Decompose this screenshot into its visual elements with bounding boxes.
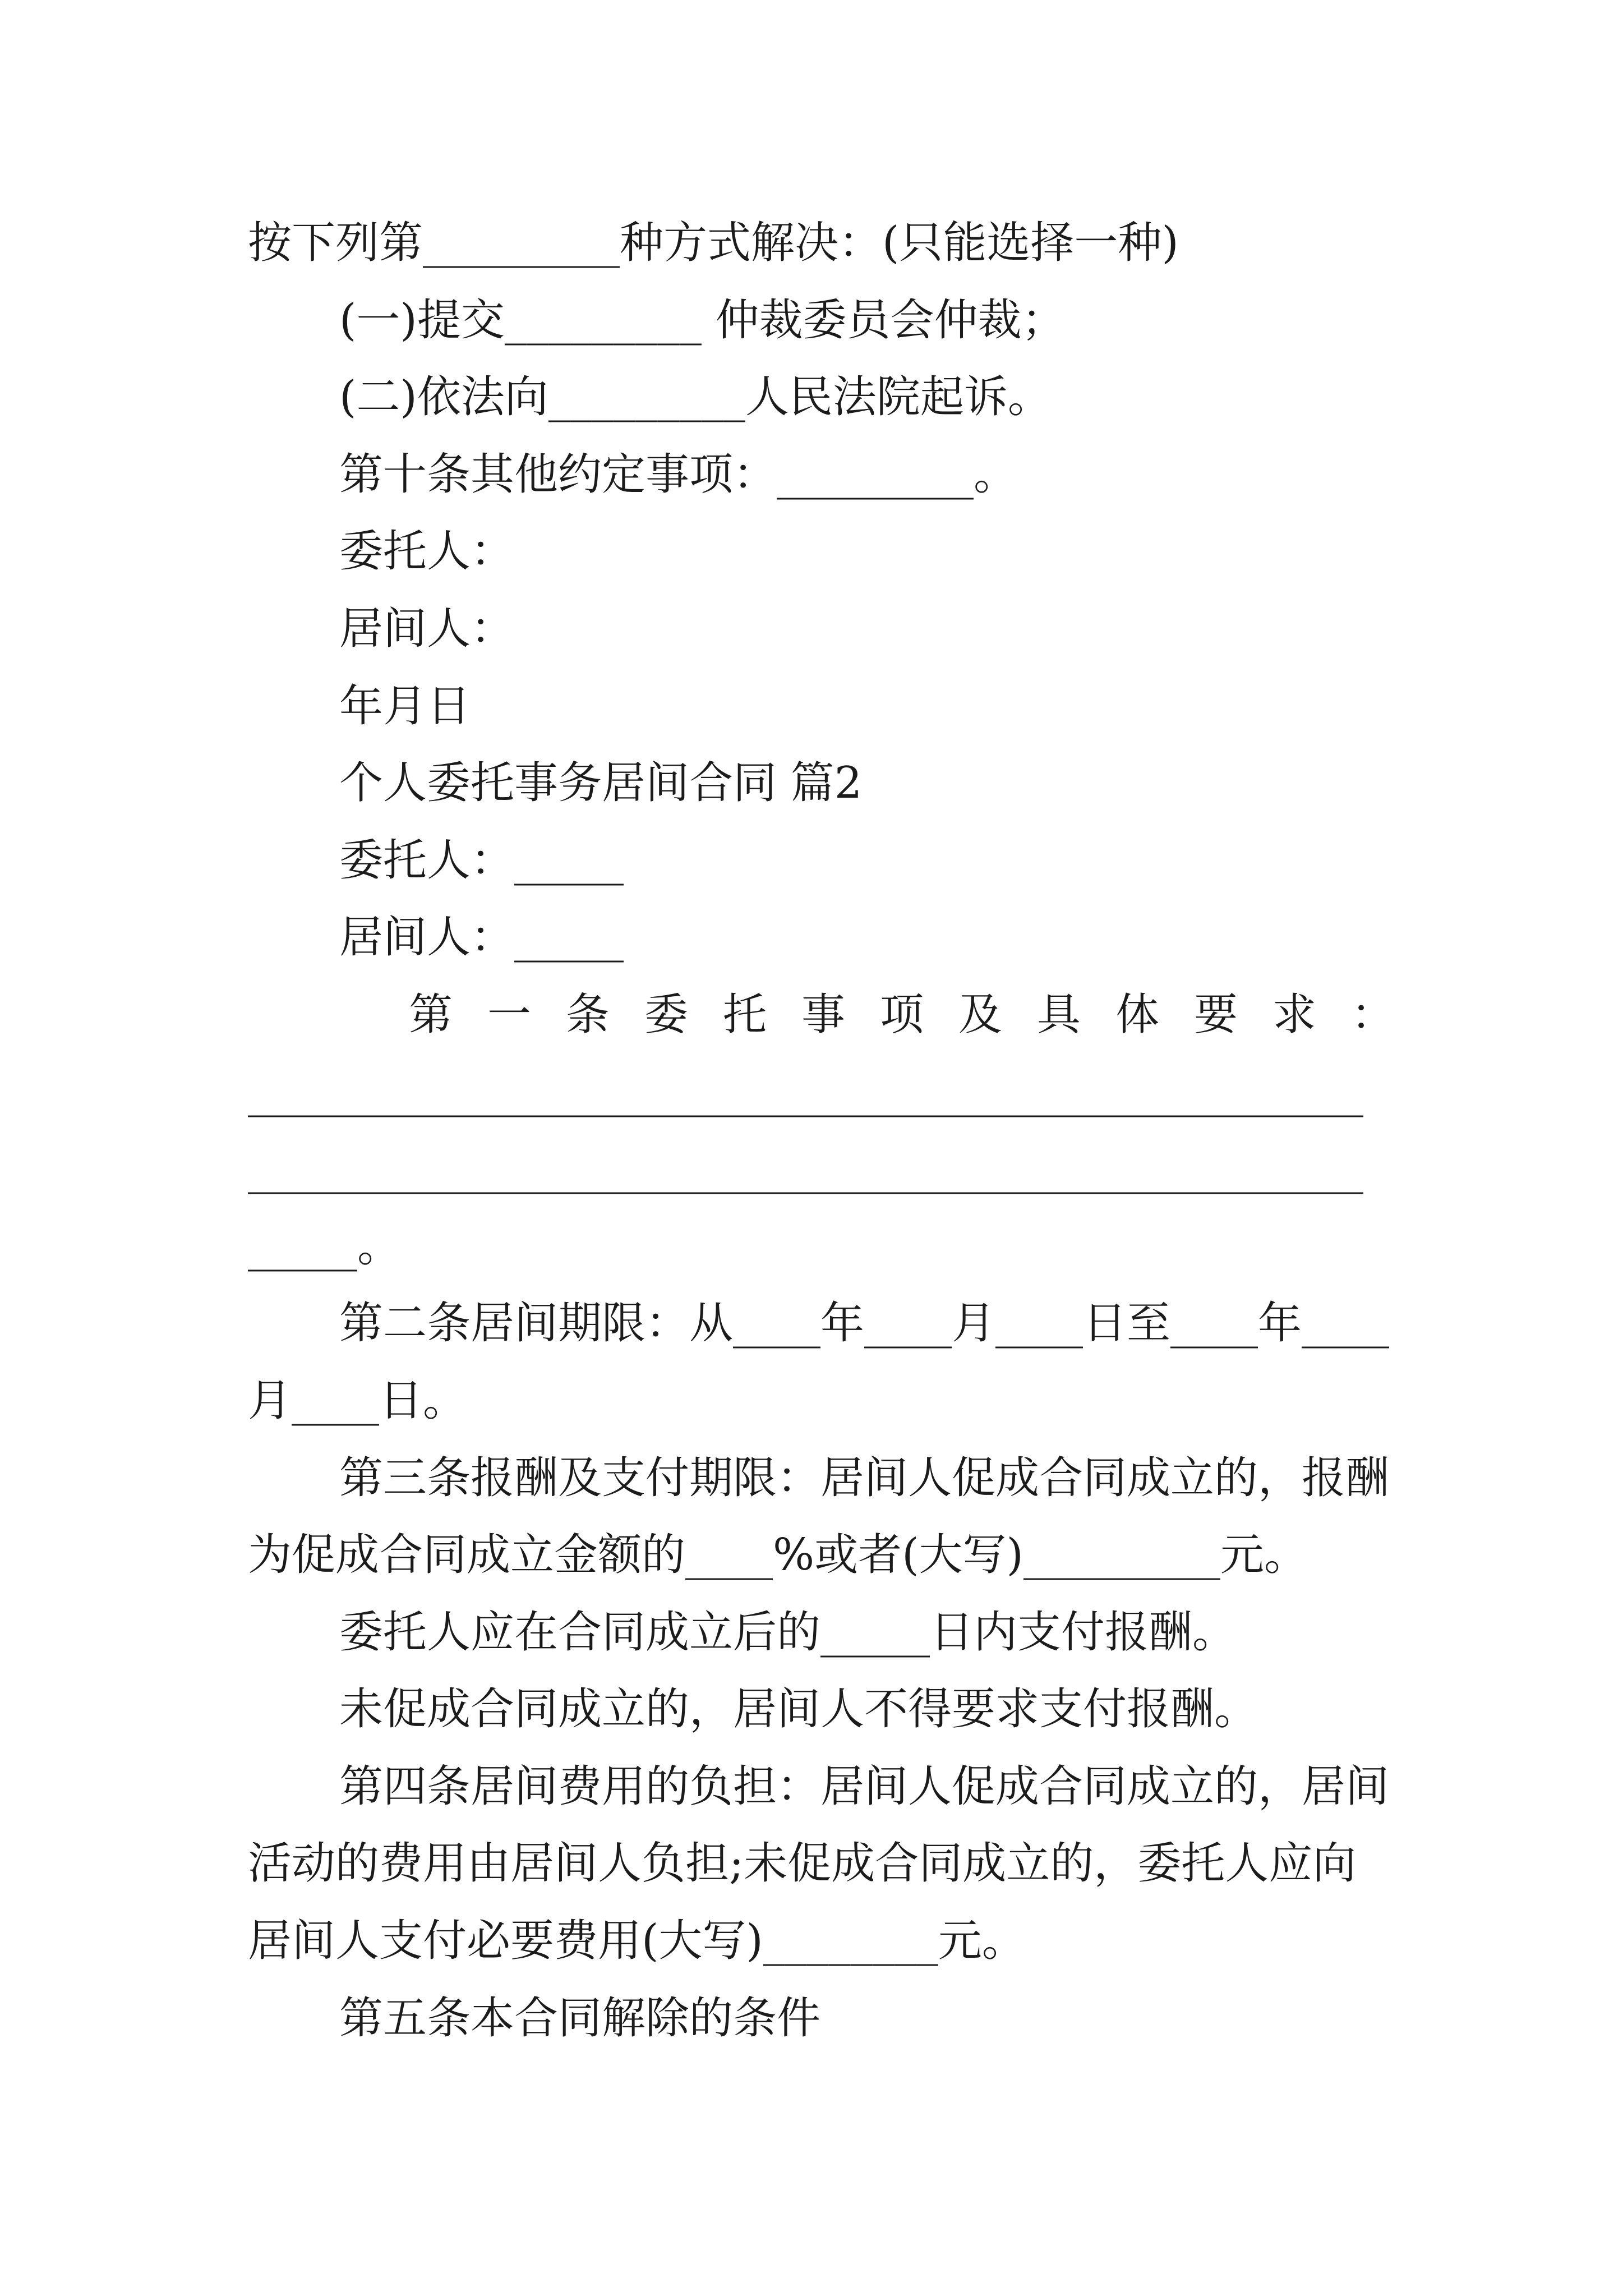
contract-title: 个人委托事务居间合同 篇2 — [339, 758, 863, 809]
principal-signature-label: 委托人： — [339, 526, 515, 577]
article-5-termination-heading: 第五条本合同解除的条件 — [339, 1993, 821, 2044]
article-3-remuneration-continued: 为促成合同成立金额的____%或者(大写)_________元。 — [248, 1530, 1308, 1581]
signature-date-line: 年月日 — [339, 680, 471, 731]
principal-field: 委托人：_____ — [339, 835, 624, 886]
litigation-option: (二)依法向_________人民法院起诉。 — [339, 372, 1052, 423]
arbitration-option: (一)提交_________ 仲裁委员会仲裁； — [339, 295, 1066, 346]
article-4-expenses: 第四条居间费用的负担：居间人促成合同成立的，居间 — [339, 1761, 1390, 1812]
article-10-other-terms: 第十条其他约定事项：_________。 — [339, 449, 1018, 500]
article-2-term: 第二条居间期限：从____年____月____日至____年____ — [339, 1298, 1390, 1349]
article-2-term-continued: 月____日。 — [248, 1375, 467, 1426]
article-3-no-remuneration: 未促成合同成立的，居间人不得要求支付报酬。 — [339, 1684, 1258, 1735]
article-4-expenses-continued: 活动的费用由居间人负担;未促成合同成立的，委托人应向 — [248, 1838, 1357, 1889]
intermediary-signature-label: 居间人： — [339, 603, 515, 654]
dispute-resolution-line: 按下列第_________种方式解决：(只能选择一种) — [248, 218, 1179, 268]
article-1-blank-end: _____。 — [248, 1221, 402, 1272]
intermediary-field: 居间人：_____ — [339, 912, 624, 963]
article-3-payment-deadline: 委托人应在合同成立后的_____日内支付报酬。 — [339, 1607, 1237, 1658]
article-1-blank-line: ___________________________________________________ — [248, 1066, 1363, 1117]
document-body — [0, 205, 1623, 2057]
article-1-heading: 第一条委托事项及具体要求： — [409, 989, 1430, 1040]
article-4-expenses-end: 居间人支付必要费用(大写)________元。 — [248, 1916, 1026, 1967]
article-1-blank-line: ___________________________________________________ — [248, 1144, 1363, 1195]
article-3-remuneration: 第三条报酬及支付期限：居间人促成合同成立的，报酬 — [339, 1452, 1390, 1503]
